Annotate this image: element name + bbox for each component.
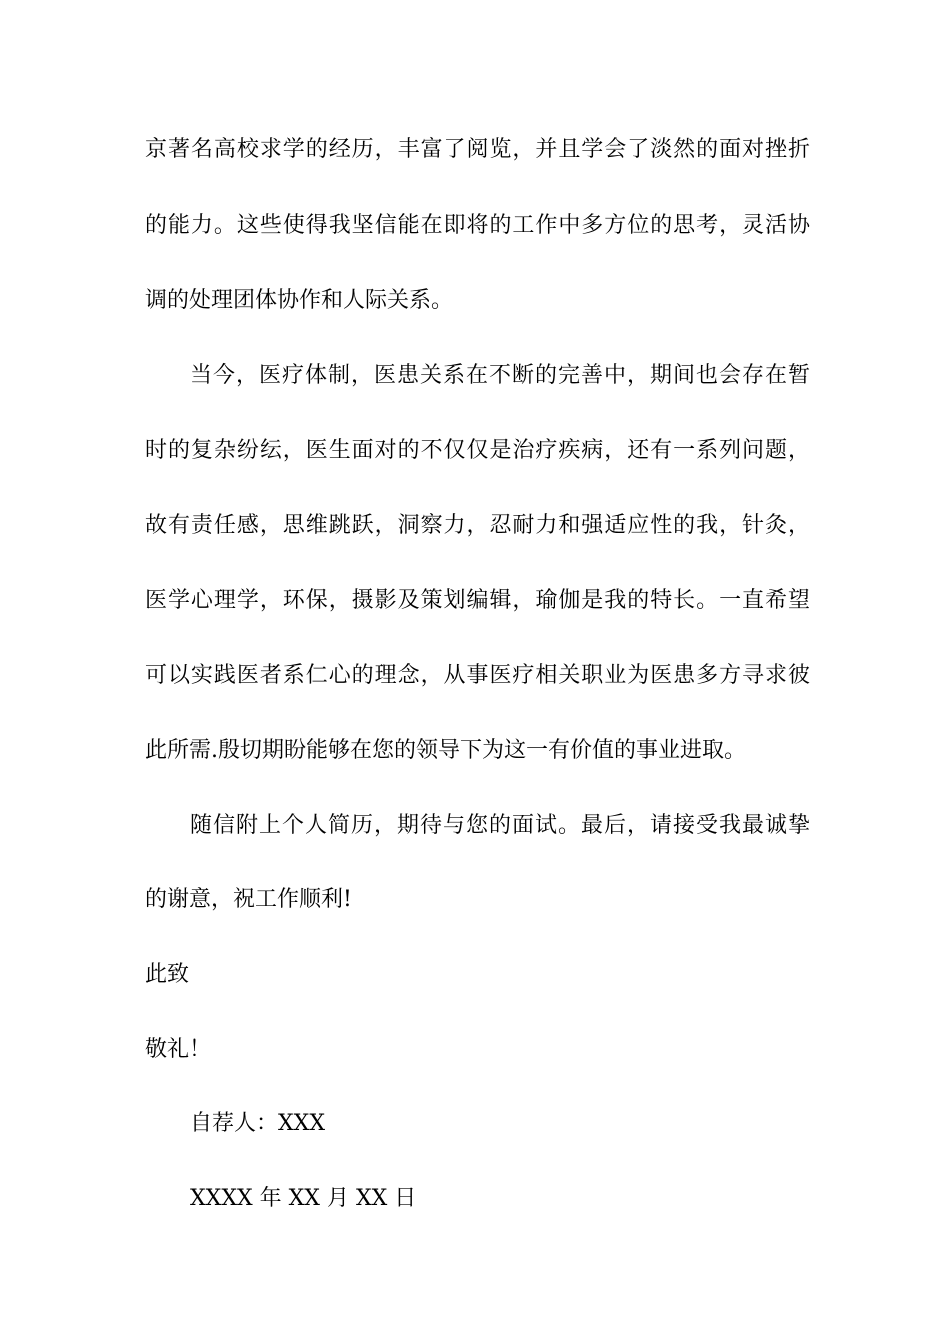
paragraph-2-line-4: 医学心理学，环保，摄影及策划编辑，瑜伽是我的特长。一直希望 [145,588,810,613]
paragraph-3-line-2: 的谢意，祝工作顺利! [145,887,352,912]
paragraph-1-line-3: 调的处理团体协作和人际关系。 [145,288,454,313]
paragraph-1-line-1: 京著名高校求学的经历，丰富了阅览，并且学会了淡然的面对挫折 [145,137,810,162]
paragraph-2-line-2: 时的复杂纷纭，医生面对的不仅仅是治疗疾病，还有一系列问题， [145,438,810,463]
paragraph-2-line-3: 故有责任感，思维跳跃，洞察力，忍耐力和强适应性的我，针灸， [145,513,810,538]
paragraph-1-line-2: 的能力。这些使得我坚信能在即将的工作中多方位的思考，灵活协 [145,213,810,238]
date-line: XXXX 年 XX 月 XX 日 [190,1186,417,1211]
closing-salutation: 此致 [145,962,190,987]
paragraph-2-line-1: 当今，医疗体制，医患关系在不断的完善中，期间也会存在暂 [190,363,810,388]
signer-line: 自荐人：XXX [190,1111,325,1136]
paragraph-2-line-6: 此所需.殷切期盼能够在您的领导下为这一有价值的事业进取。 [145,738,746,763]
closing-regards: 敬礼！ [145,1037,212,1062]
paragraph-3-line-1: 随信附上个人简历，期待与您的面试。最后，请接受我最诚挚 [190,813,810,838]
paragraph-2-line-5: 可以实践医者系仁心的理念，从事医疗相关职业为医患多方寻求彼 [145,663,810,688]
